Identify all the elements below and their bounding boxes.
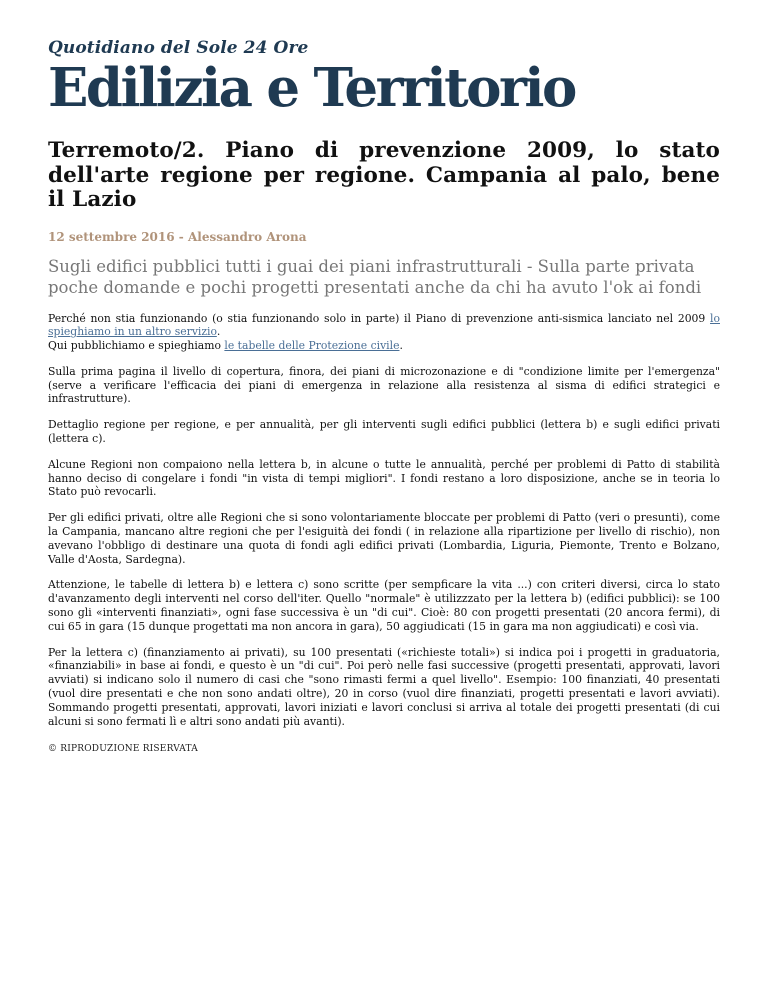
paragraph-text: Qui pubblichiamo e spieghiamo	[48, 339, 225, 353]
paragraph-lettera-c: Per la lettera c) (finanziamento ai privati), su 100 presentati («richieste totali») si indica poi i progetti in graduatoria, «finanziabili» in base ai fondi, e questo è un "di cui". Poi però nelle fasi successive (progetti presentati, approvati, lavori avviati) si indicano solo il numero di casi che "sono rimasti fermi a quel livello". Esempio: 100 finanziati, 40 presentati (vuol dire presentati e che non sono andati oltre), 20 in corso (vuol dire finanziati, progetti presentati e lavori avviati). Sommando progetti presentati, approvati, lavori iniziati e lavori conclusi si arriva al totale dei progetti presentati (di cui alcuni si sono fermati lì e altri sono andati più avanti).	[48, 645, 720, 728]
article-byline: 12 settembre 2016 - Alessandro Arona	[48, 229, 307, 244]
paragraph-text: .	[399, 339, 403, 353]
article-page	[48, 38, 720, 754]
masthead	[48, 38, 720, 117]
paragraph-microzonazione: Sulla prima pagina il livello di copertura, finora, dei piani di microzonazione e di "condizione limite per l'emergenza" (serve a verificare l'efficacia dei piani di emergenza in relazione alla resistenza al sisma di edifici strategici e infrastrutture).	[48, 364, 720, 406]
paragraph-text: .	[216, 325, 221, 339]
copyright-notice: © RIPRODUZIONE RISERVATA	[48, 744, 198, 755]
paragraph-regioni-lettera-b: Alcune Regioni non compaiono nella lettera b, in alcune o tutte le annualità, perché per problemi di Patto di stabilità hanno deciso di congelare i fondi "in vista di tempi migliori". I fondi restano a loro disposizione, anche se in teoria lo Stato può revocarli.	[48, 457, 720, 499]
paragraph-edifici-privati: Per gli edifici privati, oltre alle Regioni che si sono volontariamente bloccate per problemi di Patto (veri o presunti), come la Campania, mancano altre regioni che per l'esiguità dei fondi ( in relazione alla ripartizione per livello di rischio), non avevano l'obbligo di destinare una quota di fondi agli edifici privati (Lombardia, Liguria, Piemonte, Trento e Bolzano, Valle d'Aosta, Sardegna).	[48, 511, 720, 566]
masthead-subtitle: Quotidiano del Sole 24 Ore	[48, 38, 309, 58]
article-body	[48, 312, 720, 729]
paragraph-text: Perché non stia funzionando (o stia funzionando solo in parte) il Piano di prevenzione anti-sismica lanciato nel 2009	[48, 311, 711, 325]
article-summary: Sugli edifici pubblici tutti i guai dei piani infrastrutturali - Sulla parte privata poche domande e pochi progetti presentati anche da chi ha avuto l'ok ai fondi	[48, 256, 702, 297]
paragraph-criteri-tabelle: Attenzione, le tabelle di lettera b) e lettera c) sono scritte (per sempficare la vita ...) con criteri diversi, circa lo stato d'avanzamento degli interventi nel corso dell'iter. Quello "normale" è utilizzzato per la lettera b) (edifici pubblici): se 100 sono gli «interventi finanziati», ogni fase successiva è un "di cui". Cioè: 80 con progetti presentati (20 ancora fermi), di cui 65 in gara (15 dunque progettati ma non ancora in gara), 50 aggiudicati (15 in gara ma non aggiudicati) e così via.	[48, 578, 720, 633]
masthead-logo-title[interactable]: Edilizia e Territorio	[48, 57, 575, 119]
link-other-service[interactable]: lo spieghiamo in un altro servizio	[48, 311, 720, 339]
link-protezione-civile-tables[interactable]: le tabelle delle Protezione civile	[224, 339, 400, 353]
paragraph-intro	[48, 312, 720, 353]
article-headline: Terremoto/2. Piano di prevenzione 2009, lo stato dell'arte regione per regione. Campania al palo, bene il Lazio	[48, 138, 720, 212]
paragraph-dettaglio: Dettaglio regione per regione, e per annualità, per gli interventi sugli edifici pubblici (lettera b) e sugli edifici privati (lettera c).	[48, 418, 720, 446]
